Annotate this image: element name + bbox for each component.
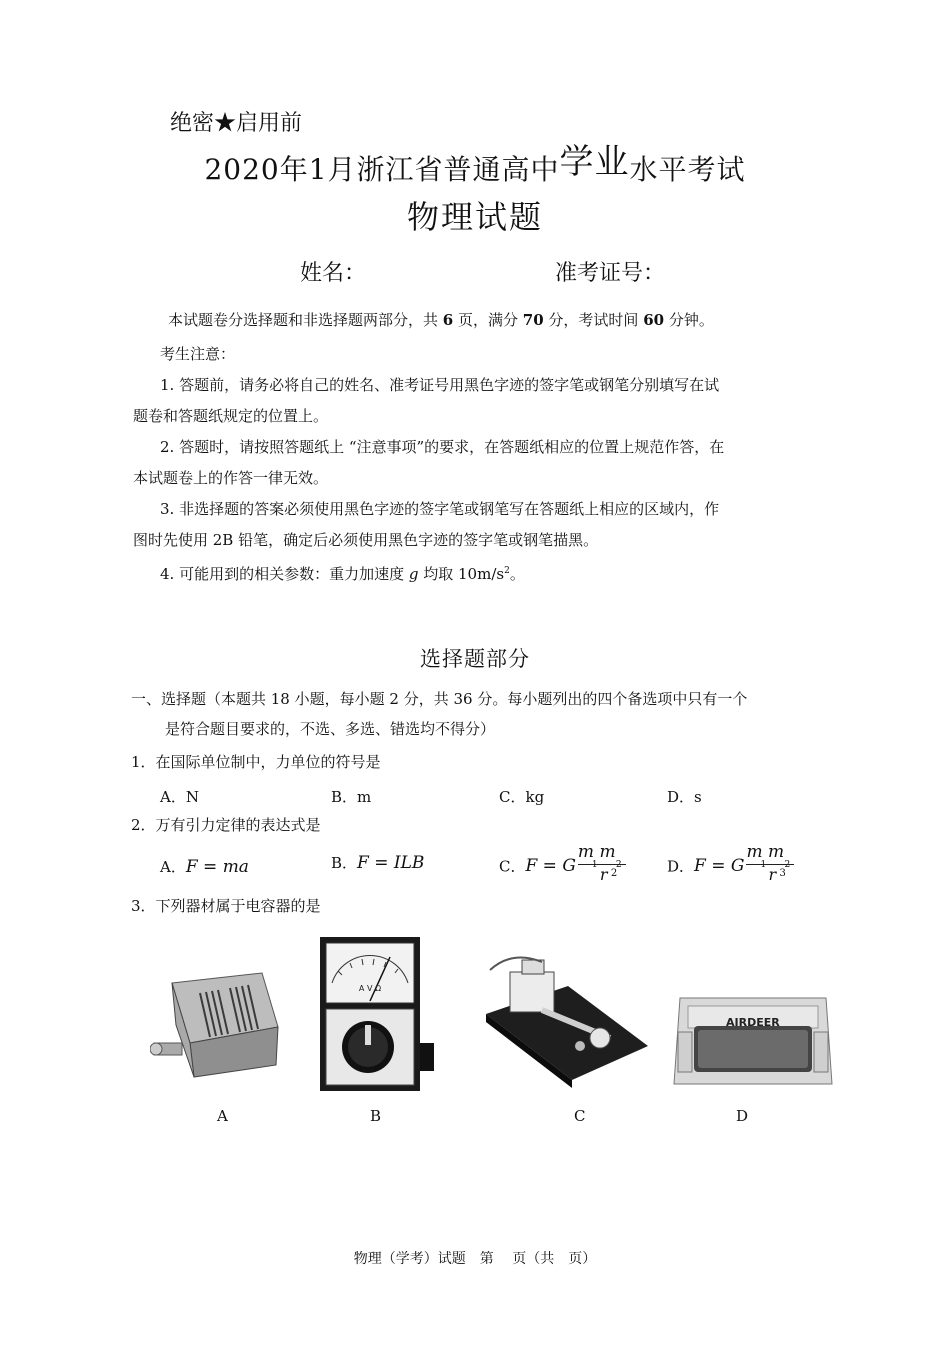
image-label-c: C — [574, 1107, 586, 1125]
question-2-stem: 2．万有引力定律的表达式是 — [131, 816, 321, 834]
notice-line — [160, 556, 525, 590]
section-title: 选择题部分 — [420, 647, 530, 671]
notice-text: 。 — [509, 565, 525, 583]
multimeter-image — [318, 935, 438, 1093]
q2-option-a — [160, 856, 249, 877]
q1-option-c: C．kg — [499, 788, 545, 806]
fraction-c — [576, 842, 632, 886]
option-label: A． — [160, 858, 186, 876]
subscript: 1 — [760, 860, 767, 870]
option-label: D． — [667, 857, 695, 876]
notice-text: 均取 10m/s — [418, 565, 505, 583]
name-label: 姓名： — [300, 261, 367, 286]
subscript: 2 — [615, 860, 622, 870]
page-count: 6 — [442, 311, 454, 329]
notice-line: 2. 答题时，请按照答题纸上 “注意事项”的要求，在答题纸相应的位置上规范作答，在 — [160, 438, 725, 456]
notice-line: 本试题卷上的作答一律无效。 — [133, 469, 329, 487]
intro-part: 页，满分 — [453, 311, 523, 329]
image-label-b: B — [370, 1107, 382, 1125]
title-big-chars: 学业 — [559, 142, 630, 182]
confidential-mark: 绝密★启用前 — [170, 111, 303, 136]
intro-text — [168, 305, 714, 336]
q2-option-d — [667, 842, 800, 886]
q1-option-d: D．s — [667, 788, 702, 806]
part-instructions: 是符合题目要求的，不选、多选、错选均不得分） — [165, 720, 496, 738]
battery-holder-image — [668, 992, 838, 1092]
exponent: 2 — [610, 868, 618, 879]
superscript: 2 — [504, 566, 510, 576]
image-label-d: D — [736, 1107, 749, 1125]
full-score: 70 — [522, 311, 544, 329]
formula-c: F = G — [525, 856, 576, 876]
q1-option-a: A．N — [160, 788, 199, 806]
notice-heading: 考生注意： — [160, 345, 236, 363]
fraction-d — [744, 842, 800, 886]
subscript: 1 — [591, 860, 598, 870]
formula-d: F = G — [694, 856, 745, 876]
intro-part: 分钟。 — [664, 311, 714, 329]
intro-part: 本试题卷分选择题和非选择题两部分，共 — [168, 311, 443, 329]
question-3-stem: 3．下列器材属于电容器的是 — [131, 897, 321, 915]
exam-title — [0, 140, 950, 189]
option-label: C． — [499, 857, 526, 876]
title-suffix: 水平考试 — [629, 153, 746, 186]
fraction-denominator: r — [599, 865, 608, 884]
formula-b: F = ILB — [357, 853, 425, 873]
meter-scale-label: A V Ω — [358, 984, 382, 993]
q2-option-b — [331, 852, 424, 873]
part-instructions: 一、选择题（本题共 18 小题，每小题 2 分，共 36 分。每小题列出的四个备选项中只有一个 — [131, 690, 748, 708]
q1-option-b: B．m — [331, 788, 372, 806]
notice-line: 题卷和答题纸规定的位置上。 — [133, 407, 329, 425]
formula-a: F = ma — [185, 857, 249, 877]
variable-capacitor-image — [150, 965, 290, 1085]
subscript: 2 — [784, 860, 791, 870]
title-prefix: 2020年1月浙江省普通高中 — [204, 153, 560, 186]
page-footer: 物理（学考）试题 第 页（共 页） — [353, 1251, 597, 1267]
telegraph-switch-image — [482, 950, 652, 1090]
fraction-denominator: r — [768, 865, 777, 884]
exam-id-label: 准考证号： — [555, 261, 666, 286]
notice-text: 4. 可能用到的相关参数：重力加速度 — [160, 565, 409, 583]
notice-line: 3. 非选择题的答案必须使用黑色字迹的签字笔或钢笔写在答题纸上相应的区域内，作 — [160, 500, 720, 518]
exponent: 3 — [779, 868, 786, 879]
q2-option-c — [499, 842, 632, 886]
fraction-numerator: m m — [577, 842, 616, 862]
fraction-numerator: m m — [746, 842, 785, 862]
question-1-stem: 1．在国际单位制中，力单位的符号是 — [131, 753, 381, 771]
notice-line: 图时先使用 2B 铅笔，确定后必须使用黑色字迹的签字笔或钢笔描黑。 — [133, 531, 599, 549]
subject-title: 物理试题 — [406, 198, 543, 236]
gravity-symbol: g — [408, 565, 419, 583]
exam-minutes: 60 — [643, 311, 665, 329]
notice-line: 1. 答题前，请务必将自己的姓名、准考证号用黑色字迹的签字笔或钢笔分别填写在试 — [160, 376, 720, 394]
battery-brand-label: AIRDEER — [726, 1016, 780, 1029]
option-label: B． — [331, 854, 358, 872]
intro-part: 分，考试时间 — [543, 311, 644, 329]
image-label-a: A — [217, 1107, 228, 1125]
